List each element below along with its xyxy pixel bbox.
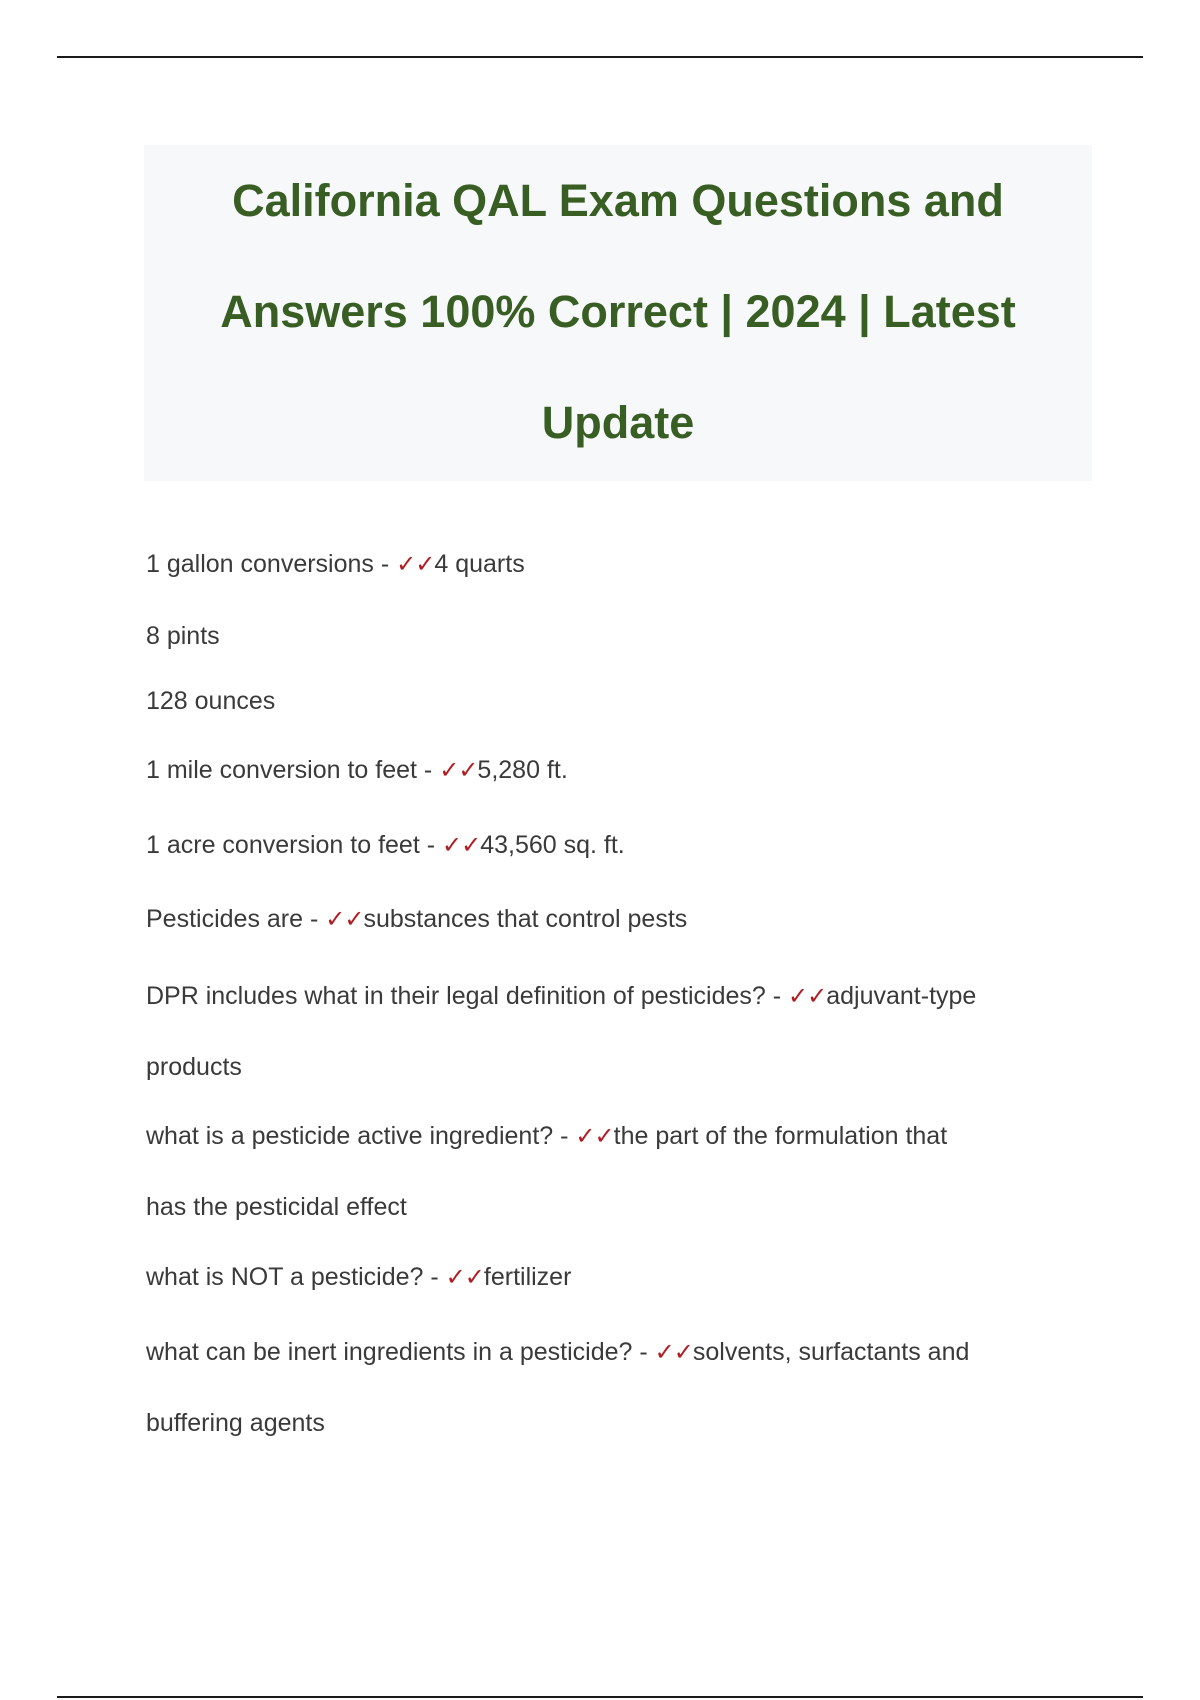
question-text: 1 mile conversion to feet - [146,756,440,784]
question-text: what is NOT a pesticide? - [146,1263,446,1291]
double-check-icon: ✓✓ [575,1122,614,1150]
qa-line-pints: 8 pints [146,622,220,650]
qa-item-active-ingredient [146,1121,947,1151]
qa-item-active-ingredient-continuation: has the pesticidal effect [146,1193,407,1221]
question-text: what is a pesticide active ingredient? - [146,1122,576,1150]
answer-text: solvents, surfactants and [692,1338,970,1366]
question-text: what can be inert ingredients in a pesticide? - [146,1338,655,1366]
double-check-icon: ✓✓ [439,756,478,784]
answer-text: fertilizer [483,1263,572,1291]
answer-text: 43,560 sq. ft. [480,831,625,859]
question-text: 1 gallon conversions - [146,550,397,578]
question-text: 1 acre conversion to feet - [146,831,442,859]
double-check-icon: ✓✓ [445,1263,484,1291]
title-box [144,145,1092,481]
qa-item-pesticides [146,904,687,934]
title-line-2: Answers 100% Correct | 2024 | Latest [220,286,1016,337]
double-check-icon: ✓✓ [441,831,481,859]
qa-item-dpr-continuation: products [146,1053,242,1081]
qa-item-not-pesticide [146,1262,571,1292]
question-text: DPR includes what in their legal definition of pesticides? - [146,982,789,1010]
double-check-icon: ✓✓ [325,905,364,933]
question-text: Pesticides are - [146,905,326,933]
qa-item-inert-ingredients [146,1337,969,1367]
answer-text: adjuvant-type [826,982,977,1010]
answer-text: substances that control pests [363,905,688,933]
qa-line-ounces: 128 ounces [146,687,276,715]
top-rule [57,56,1143,58]
qa-item-acre [146,830,625,860]
qa-item-inert-ingredients-continuation: buffering agents [146,1409,325,1437]
bottom-rule [57,1696,1143,1698]
double-check-icon: ✓✓ [396,550,435,578]
double-check-icon: ✓✓ [788,982,827,1010]
answer-text: 4 quarts [434,550,525,578]
answer-text: 5,280 ft. [477,756,568,784]
qa-item-dpr [146,981,976,1011]
document-title [144,145,1092,478]
qa-item-gallon [146,549,525,579]
title-line-1: California QAL Exam Questions and [232,175,1004,226]
answer-text: the part of the formulation that [613,1122,948,1150]
qa-item-mile [146,755,568,785]
double-check-icon: ✓✓ [654,1338,693,1366]
title-line-3: Update [541,397,695,448]
